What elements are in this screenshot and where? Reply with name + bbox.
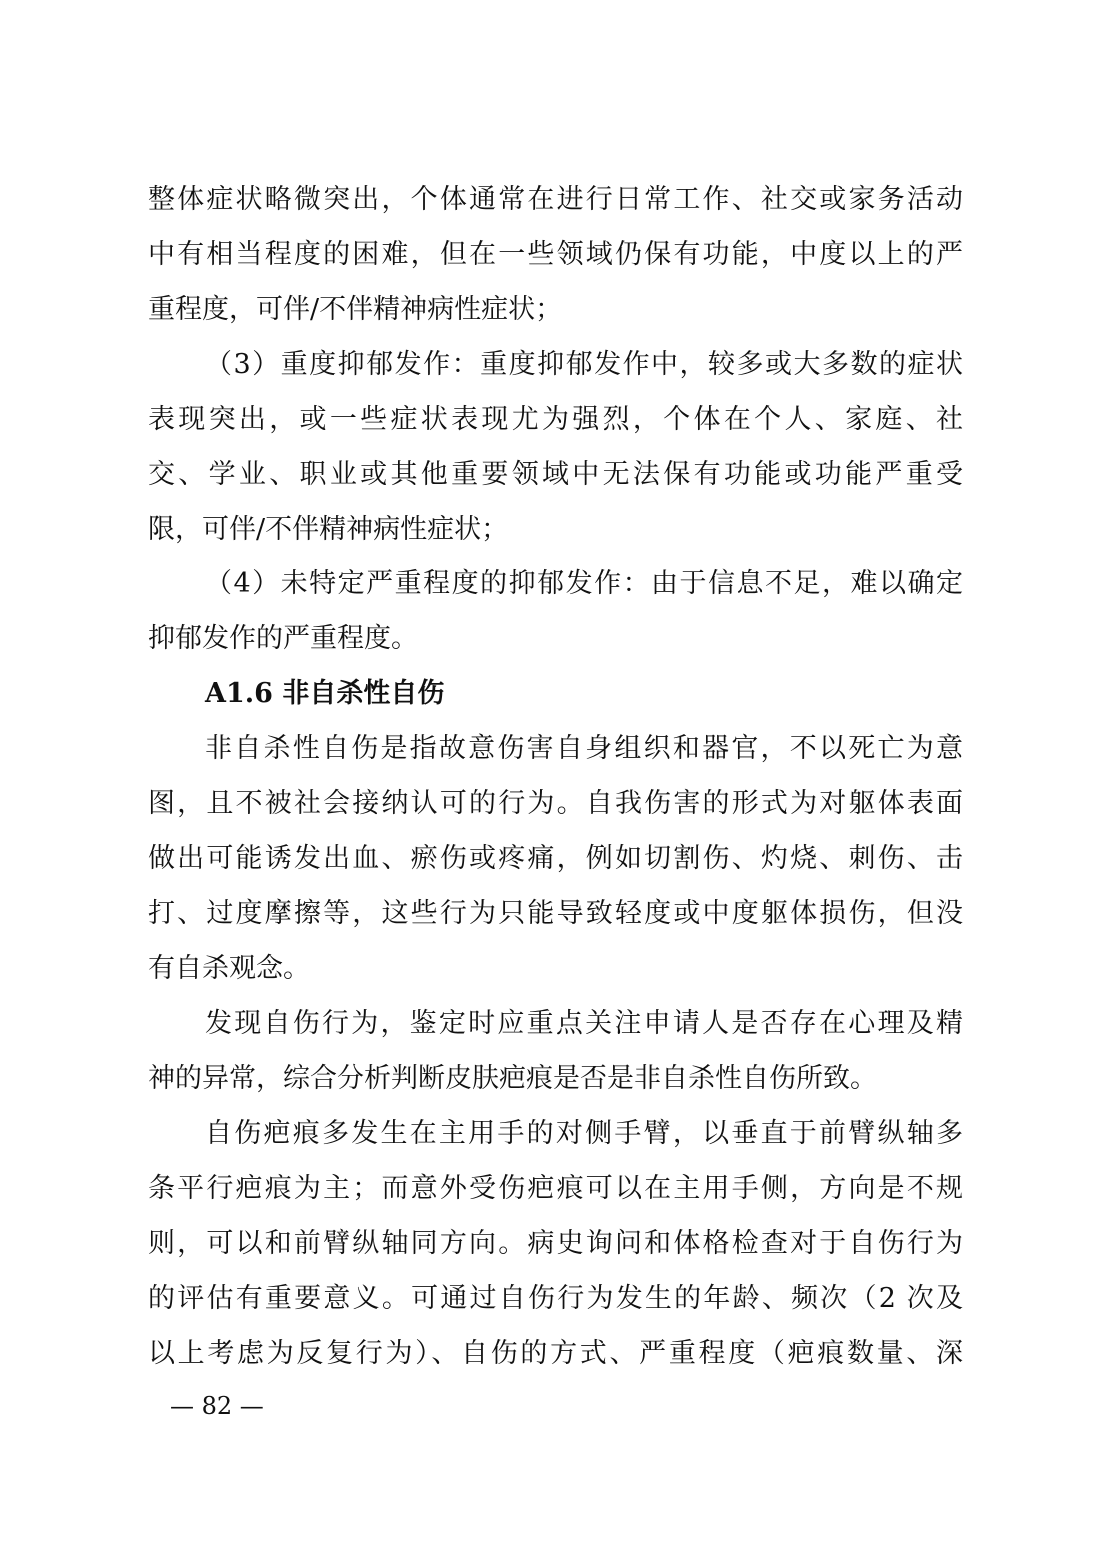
text-line: 的评估有重要意义。可通过自伤行为发生的年龄、频次（2 次及 bbox=[148, 1283, 963, 1314]
section-heading: A1.6 非自杀性自伤 bbox=[205, 678, 445, 709]
text-line: 图，且不被社会接纳认可的行为。自我伤害的形式为对躯体表面 bbox=[148, 788, 963, 819]
text-line: 整体症状略微突出，个体通常在进行日常工作、社交或家务活动 bbox=[148, 184, 963, 215]
page-number: — 82 — bbox=[170, 1392, 264, 1420]
text-line: 交、学业、职业或其他重要领域中无法保有功能或功能严重受 bbox=[148, 459, 963, 490]
text-line: 表现突出，或一些症状表现尤为强烈，个体在个人、家庭、社 bbox=[148, 404, 963, 435]
text-line: 重程度，可伴/不伴精神病性症状； bbox=[148, 294, 563, 325]
text-line: 非自杀性自伤是指故意伤害自身组织和器官，不以死亡为意 bbox=[205, 733, 963, 764]
text-line: 有自杀观念。 bbox=[148, 953, 310, 984]
text-line: 发现自伤行为，鉴定时应重点关注申请人是否存在心理及精 bbox=[205, 1008, 963, 1039]
text-line: 限，可伴/不伴精神病性症状； bbox=[148, 514, 509, 545]
text-line: 条平行疤痕为主；而意外受伤疤痕可以在主用手侧，方向是不规 bbox=[148, 1173, 963, 1204]
text-line: （3）重度抑郁发作：重度抑郁发作中，较多或大多数的症状 bbox=[205, 349, 963, 380]
text-line: 打、过度摩擦等，这些行为只能导致轻度或中度躯体损伤，但没 bbox=[148, 898, 963, 929]
text-line: 自伤疤痕多发生在主用手的对侧手臂，以垂直于前臂纵轴多 bbox=[205, 1118, 963, 1149]
text-line: 中有相当程度的困难，但在一些领域仍保有功能，中度以上的严 bbox=[148, 239, 963, 270]
text-line: 抑郁发作的严重程度。 bbox=[148, 623, 418, 654]
text-line: 以上考虑为反复行为）、自伤的方式、严重程度（疤痕数量、深 bbox=[148, 1338, 963, 1369]
text-line: （4）未特定严重程度的抑郁发作：由于信息不足，难以确定 bbox=[205, 568, 963, 599]
text-line: 神的异常，综合分析判断皮肤疤痕是否是非自杀性自伤所致。 bbox=[148, 1063, 877, 1094]
text-line: 做出可能诱发出血、瘀伤或疼痛，例如切割伤、灼烧、刺伤、击 bbox=[148, 843, 963, 874]
text-line: 则，可以和前臂纵轴同方向。病史询问和体格检查对于自伤行为 bbox=[148, 1228, 963, 1259]
